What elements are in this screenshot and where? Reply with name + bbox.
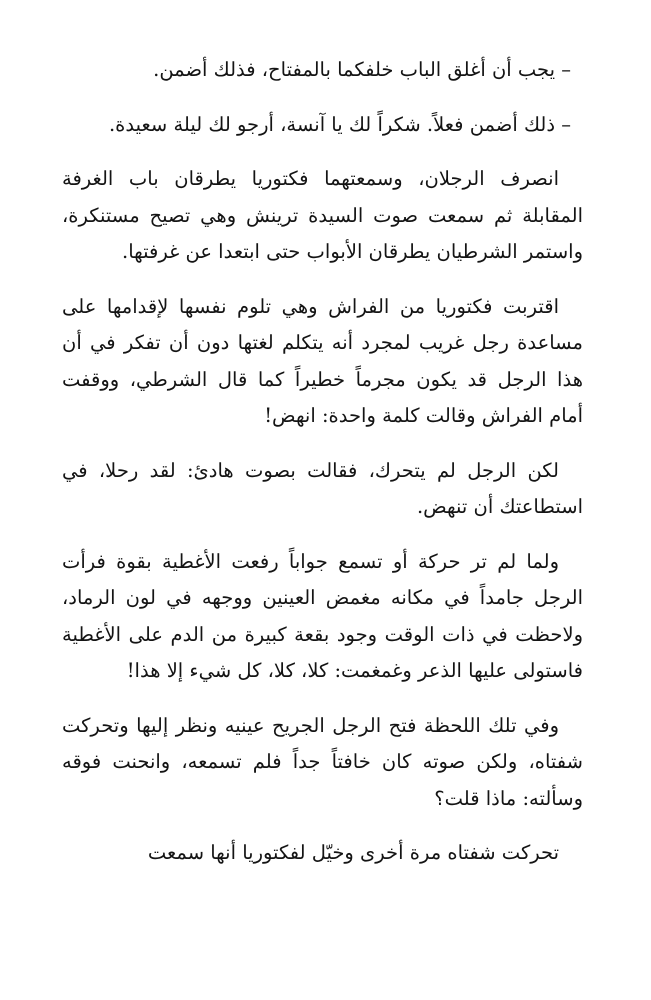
paragraph-lips-move-again: تحركت شفتاه مرة أخرى وخيّل لفكتوريا أنها سمعت: [147, 841, 559, 864]
paragraph-man-does-not-move: لكن الرجل لم يتحرك، فقالت بصوت هادئ: لقد رحلا، في استطاعتك أن تنهض.: [62, 458, 583, 518]
paragraph-victoria-approaches-bed: اقتربت فكتوريا من الفراش وهي تلوم نفسها لإقدامها على مساعدة رجل غريب لمجرد أنه يتكلم لغتها دون أن تفكر في أن هذا الرجل قد يكون مجرماً خطيراً كما قال الشرطي، ووقفت أمام الفراش وقالت كلمة واحدة: انهض!: [62, 294, 583, 427]
paragraph-dialogue-good-night: – ذلك أضمن فعلاً. شكراً لك يا آنسة، أرجو لك ليلة سعيدة.: [108, 112, 571, 136]
paragraph-man-opens-eyes: وفي تلك اللحظة فتح الرجل الجريح عينيه ونظر إليها وتحركت شفتاه، ولكن صوته كان خافتاً جداً فلم تسمعه، وانحنت فوقه وسألته: ماذا قلت؟: [62, 713, 583, 810]
paragraph-blood-discovered: ولما لم تر حركة أو تسمع جواباً رفعت الأغطية بقوة فرأت الرجل جامداً في مكانه مغمض العينين ووجهه في لون الرماد، ولاحظت في ذات الوقت وجود بقعة كبيرة من الدم على الأغطية فاستولى عليها الذعر وغمغمت: كلا، كلا، كل شيء إلا هذا!: [62, 549, 583, 682]
paragraph-men-leave: انصرف الرجلان، وسمعتهما فكتوريا يطرقان باب الغرفة المقابلة ثم سمعت صوت السيدة ترينش وهي تصيح مستنكرة، واستمر الشرطيان يطرقان الأبواب حتى ابتعدا عن غرفتها.: [62, 167, 583, 263]
paragraph-dialogue-lock-door: – يجب أن أغلق الباب خلفكما بالمفتاح، فذلك أضمن.: [153, 58, 571, 81]
